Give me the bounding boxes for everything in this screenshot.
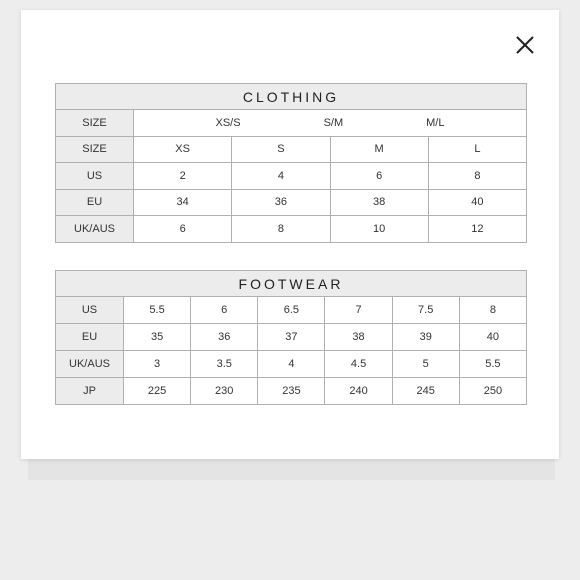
size-group-row (134, 110, 527, 137)
footwear-title: FOOTWEAR (56, 271, 527, 297)
table-cell: 235 (258, 378, 325, 405)
table-cell: 6 (191, 297, 258, 324)
row-label: UK/AUS (56, 216, 134, 243)
table-cell: 7 (325, 297, 392, 324)
table-cell: 10 (330, 216, 428, 243)
clothing-title: CLOTHING (56, 84, 527, 110)
table-cell: 4 (232, 163, 330, 190)
row-label: SIZE (56, 136, 134, 163)
table-row (56, 378, 527, 405)
table-cell: 3 (124, 351, 191, 378)
row-label: EU (56, 324, 124, 351)
table-cell: 12 (428, 216, 526, 243)
row-label: US (56, 297, 124, 324)
table-cell: 240 (325, 378, 392, 405)
table-cell: 40 (459, 324, 526, 351)
table-cell: 3.5 (191, 351, 258, 378)
table-cell: 6 (134, 216, 232, 243)
table-cell: XS (134, 136, 232, 163)
table-cell: 38 (325, 324, 392, 351)
size-chart-modal (21, 10, 559, 459)
table-cell: 8 (232, 216, 330, 243)
table-cell: 245 (392, 378, 459, 405)
table-cell: 35 (124, 324, 191, 351)
table-row (56, 297, 527, 324)
row-label: EU (56, 189, 134, 216)
table-cell: 36 (232, 189, 330, 216)
table-cell: S (232, 136, 330, 163)
size-group-cell: S/M (323, 116, 344, 129)
table-row (56, 189, 527, 216)
table-cell: 34 (134, 189, 232, 216)
table-cell: 5 (392, 351, 459, 378)
clothing-size-table (55, 83, 527, 243)
table-cell: 37 (258, 324, 325, 351)
table-cell: 4 (258, 351, 325, 378)
table-cell: 39 (392, 324, 459, 351)
close-icon (514, 34, 536, 56)
row-label: US (56, 163, 134, 190)
table-cell: 6.5 (258, 297, 325, 324)
table-row (56, 136, 527, 163)
table-cell: 2 (134, 163, 232, 190)
table-cell: 4.5 (325, 351, 392, 378)
table-cell: 7.5 (392, 297, 459, 324)
table-row (56, 163, 527, 190)
table-cell: 225 (124, 378, 191, 405)
size-group-cell: M/L (426, 116, 445, 129)
table-cell: 250 (459, 378, 526, 405)
table-cell: M (330, 136, 428, 163)
table-row (56, 351, 527, 378)
table-cell: L (428, 136, 526, 163)
table-cell: 5.5 (124, 297, 191, 324)
row-label: UK/AUS (56, 351, 124, 378)
table-cell: 8 (428, 163, 526, 190)
table-cell: 6 (330, 163, 428, 190)
footwear-size-table (55, 270, 527, 405)
table-cell: 38 (330, 189, 428, 216)
table-cell: 36 (191, 324, 258, 351)
size-group-cell: XS/S (215, 116, 241, 129)
row-label: JP (56, 378, 124, 405)
table-cell: 40 (428, 189, 526, 216)
table-cell: 8 (459, 297, 526, 324)
close-button[interactable] (514, 34, 536, 56)
table-cell: 5.5 (459, 351, 526, 378)
table-row (56, 324, 527, 351)
size-group-label: SIZE (56, 110, 134, 137)
table-cell: 230 (191, 378, 258, 405)
table-row (56, 216, 527, 243)
